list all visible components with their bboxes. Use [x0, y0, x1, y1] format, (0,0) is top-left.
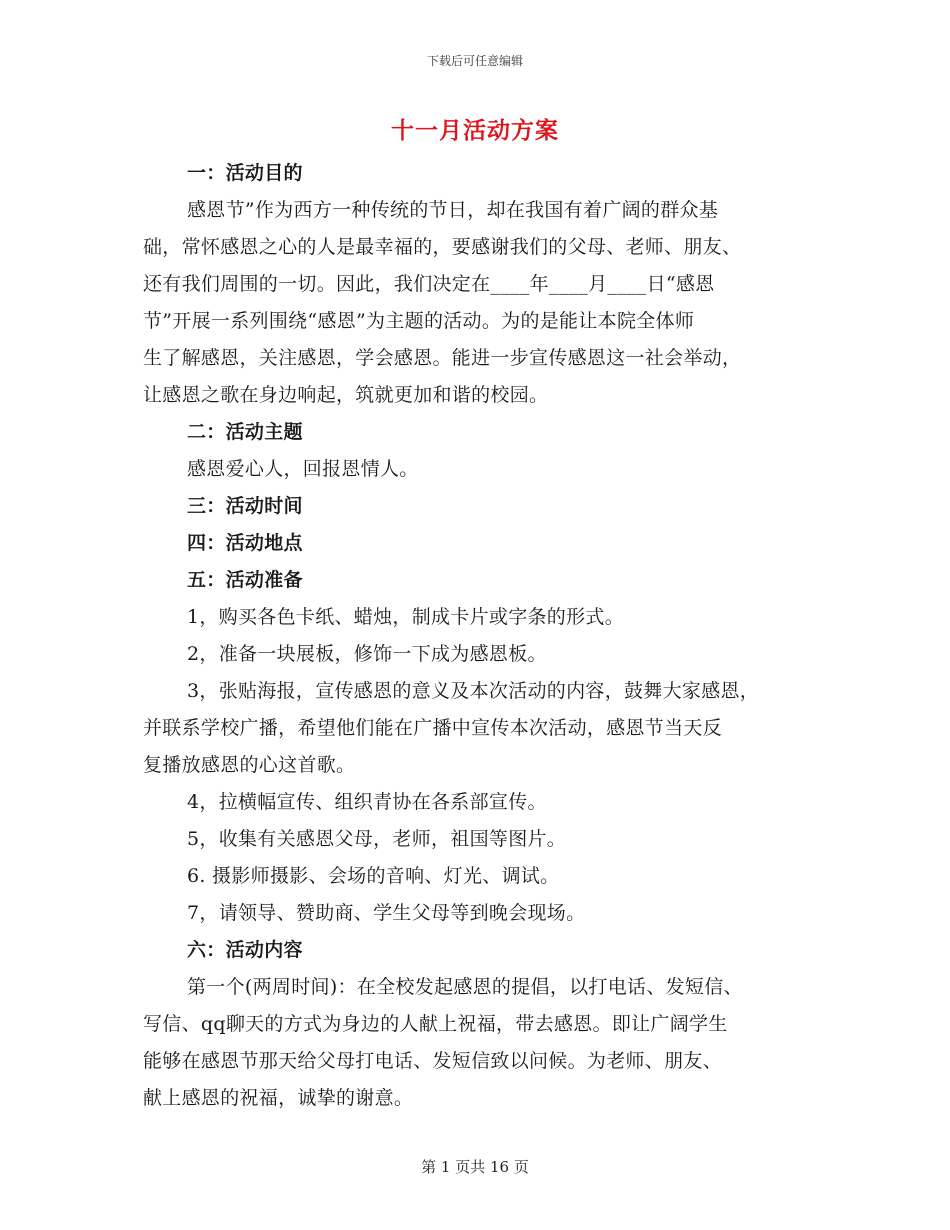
- section-heading: 二：活动主题: [187, 421, 303, 443]
- paragraph-line: 能够在感恩节那天给父母打电话、发短信致以问候。为老师、朋友、: [143, 1050, 723, 1072]
- section-heading: 三：活动时间: [187, 495, 303, 517]
- paragraph-line: 写信、qq聊天的方式为身边的人献上祝福，带去感恩。即让广阔学生: [143, 1013, 728, 1035]
- paragraph-line: 并联系学校广播，希望他们能在广播中宣传本次活动，感恩节当天反: [143, 717, 723, 739]
- list-item: 7，请领导、赞助商、学生父母等到晚会现场。: [187, 902, 586, 924]
- list-item: 2，准备一块展板，修饰一下成为感恩板。: [187, 643, 547, 665]
- paragraph-line: 础，常怀感恩之心的人是最幸福的，要感谢我们的父母、老师、朋友、: [143, 236, 742, 258]
- document-title: 十一月活动方案: [391, 117, 559, 144]
- paragraph-line: 生了解感恩，关注感恩，学会感恩。能进一步宣传感恩这一社会举动，: [143, 347, 742, 369]
- document-body: [143, 155, 823, 1117]
- list-item: 4，拉横幅宣传、组织青协在各系部宣传。: [187, 791, 547, 813]
- section-heading: 一：活动目的: [187, 162, 303, 184]
- list-item: 1，购买各色卡纸、蜡烛，制成卡片或字条的形式。: [187, 606, 624, 628]
- page-footer: 第 1 页共 16 页: [421, 1158, 529, 1176]
- list-item: 6. 摄影师摄影、会场的音响、灯光、调试。: [187, 865, 560, 887]
- section-heading: 五：活动准备: [187, 569, 303, 591]
- paragraph-line: 献上感恩的祝福，诚挚的谢意。: [143, 1087, 414, 1109]
- paragraph-line: 复播放感恩的心这首歌。: [143, 754, 356, 776]
- list-item: 3，张贴海报，宣传感恩的意义及本次活动的内容，鼓舞大家感恩，: [187, 680, 760, 702]
- paragraph-line: 第一个(两周时间)：在全校发起感恩的提倡，以打电话、发短信、: [187, 976, 743, 998]
- section-heading: 六：活动内容: [187, 939, 303, 961]
- paragraph-line: 感恩爱心人，回报恩情人。: [187, 458, 419, 480]
- list-item: 5，收集有关感恩父母，老师，祖国等图片。: [187, 828, 567, 850]
- page-header: 下载后可任意编辑: [426, 54, 523, 68]
- paragraph-line: 节”开展一系列围绕“感恩”为主题的活动。为的是能让本院全体师: [143, 310, 695, 332]
- paragraph-line: 还有我们周围的一切。因此，我们决定在____年____月____日“感恩: [143, 273, 715, 295]
- section-heading: 四：活动地点: [187, 532, 303, 554]
- paragraph-line: 感恩节”作为西方一种传统的节日，却在我国有着广阔的群众基: [187, 199, 719, 221]
- paragraph-line: 让感恩之歌在身边响起，筑就更加和谐的校园。: [143, 384, 549, 406]
